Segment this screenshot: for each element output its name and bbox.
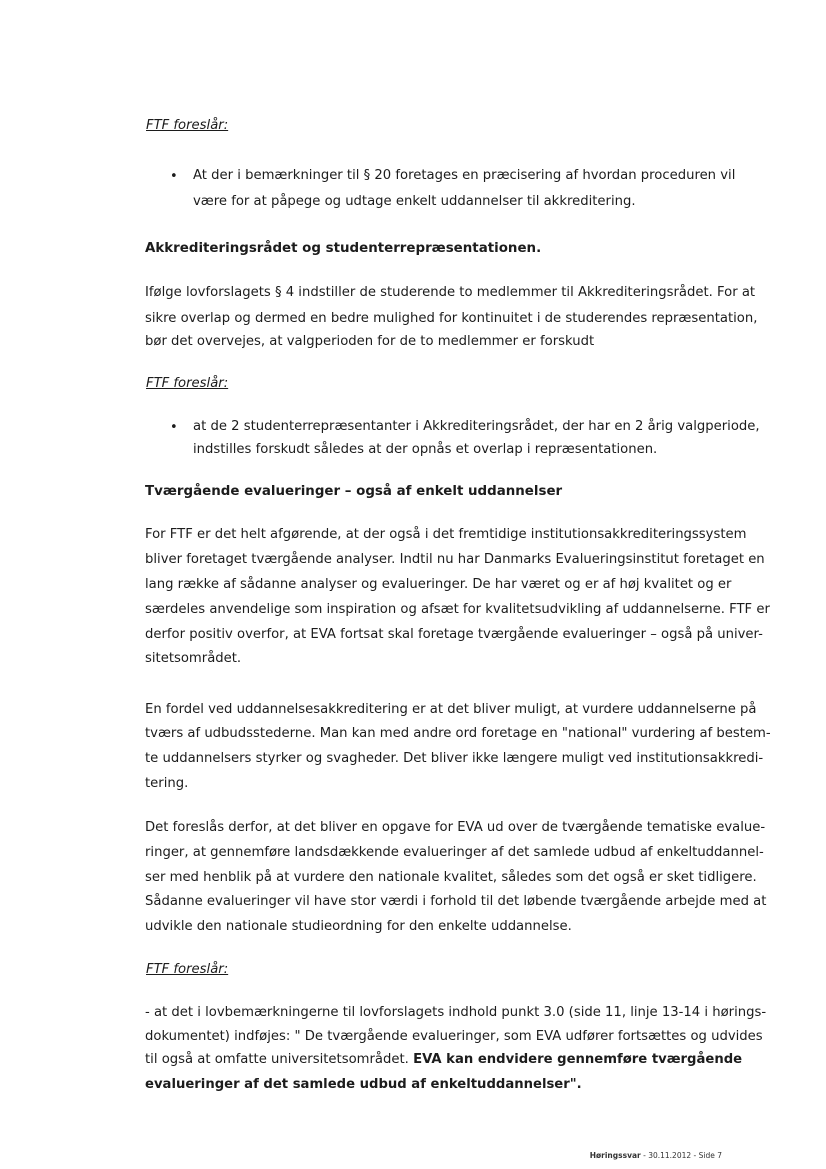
bullet-text-line: at de 2 studenterrepræsentanter i Akkrediteringsrådet, der har en 2 årig valgperiode, [193,419,760,434]
paragraph-line: bliver foretaget tværgående analyser. Indtil nu har Danmarks Evalueringsinstitut foretaget en [145,552,765,567]
bullet-text-line: være for at påpege og udtage enkelt uddannelser til akkreditering. [193,194,636,209]
page-footer [590,1152,722,1160]
section-heading: Tværgående evalueringer – også af enkelt uddannelser [145,484,563,499]
proposal-heading: FTF foreslår: [146,118,229,133]
footer-title: Høringssvar [589,1151,641,1160]
paragraph-line: - at det i lovbemærkningerne til lovforslagets indhold punkt 3.0 (side 11, linje 13-14 i hørings- [145,1005,767,1020]
paragraph-line: tering. [145,776,189,791]
quote-bold-line: evalueringer af det samlede udbud af enkeltuddannelser". [145,1077,582,1092]
section-heading: Akkrediteringsrådet og studenterrepræsentationen. [145,241,542,256]
paragraph-line: te uddannelsers styrker og svagheder. Det bliver ikke længere muligt ved institutionsakkredi- [145,751,764,766]
paragraph-line: For FTF er det helt afgørende, at der også i det fremtidige institutionsakkrediteringssystem [145,527,747,542]
proposal-heading: FTF foreslår: [146,962,229,977]
paragraph-line: tværs af udbudsstederne. Man kan med andre ord foretage en "national" vurdering af bestem- [145,726,771,741]
paragraph-line: derfor positiv overfor, at EVA fortsat skal foretage tværgående evalueringer – også på univer- [145,627,763,642]
paragraph-line: dokumentet) indføjes: " De tværgående evalueringer, som EVA udfører fortsættes og udvides [145,1029,763,1044]
paragraph-line: bør det overvejes, at valgperioden for de to medlemmer er forskudt [145,334,595,349]
bullet-text-line: At der i bemærkninger til § 20 foretages en præcisering af hvordan proceduren vil [193,168,736,183]
paragraph-line: ser med henblik på at vurdere den nationale kvalitet, således som det også er sket tidligere. [145,870,757,885]
paragraph-line: En fordel ved uddannelsesakkreditering er at det bliver muligt, at vurdere uddannelserne på [145,702,757,717]
quote-plain-text: til også at omfatte universitetsområdet. [145,1052,409,1067]
paragraph-line: Sådanne evalueringer vil have stor værdi i forhold til det løbende tværgående arbejde med at [145,894,767,909]
paragraph-line: udvikle den nationale studieordning for den enkelte uddannelse. [145,919,572,934]
paragraph-line [145,1053,742,1066]
bullet-marker: • [170,169,178,184]
quote-bold-text: EVA kan endvidere gennemføre tværgående [413,1052,743,1067]
bullet-text-line: indstilles forskudt således at der opnås et overlap i repræsentationen. [193,442,658,457]
paragraph-line: ringer, at gennemføre landsdækkende evalueringer af det samlede udbud af enkeltuddannel- [145,845,764,860]
paragraph-line: lang række af sådanne analyser og evalueringer. De har været og er af høj kvalitet og er [145,577,732,592]
proposal-heading: FTF foreslår: [146,376,229,391]
bullet-marker: • [170,420,178,435]
paragraph-line: sitetsområdet. [145,651,242,666]
footer-info: - 30.11.2012 - Side 7 [643,1151,722,1160]
paragraph-line: sikre overlap og dermed en bedre mulighed for kontinuitet i de studerendes repræsentation, [145,311,758,326]
paragraph-line: Det foreslås derfor, at det bliver en opgave for EVA ud over de tværgående tematiske evalue- [145,820,766,835]
paragraph-line: Ifølge lovforslagets § 4 indstiller de studerende to medlemmer til Akkrediteringsrådet. For at [145,285,756,300]
paragraph-line: særdeles anvendelige som inspiration og afsæt for kvalitetsudvikling af uddannelserne. FTF er [145,602,770,617]
